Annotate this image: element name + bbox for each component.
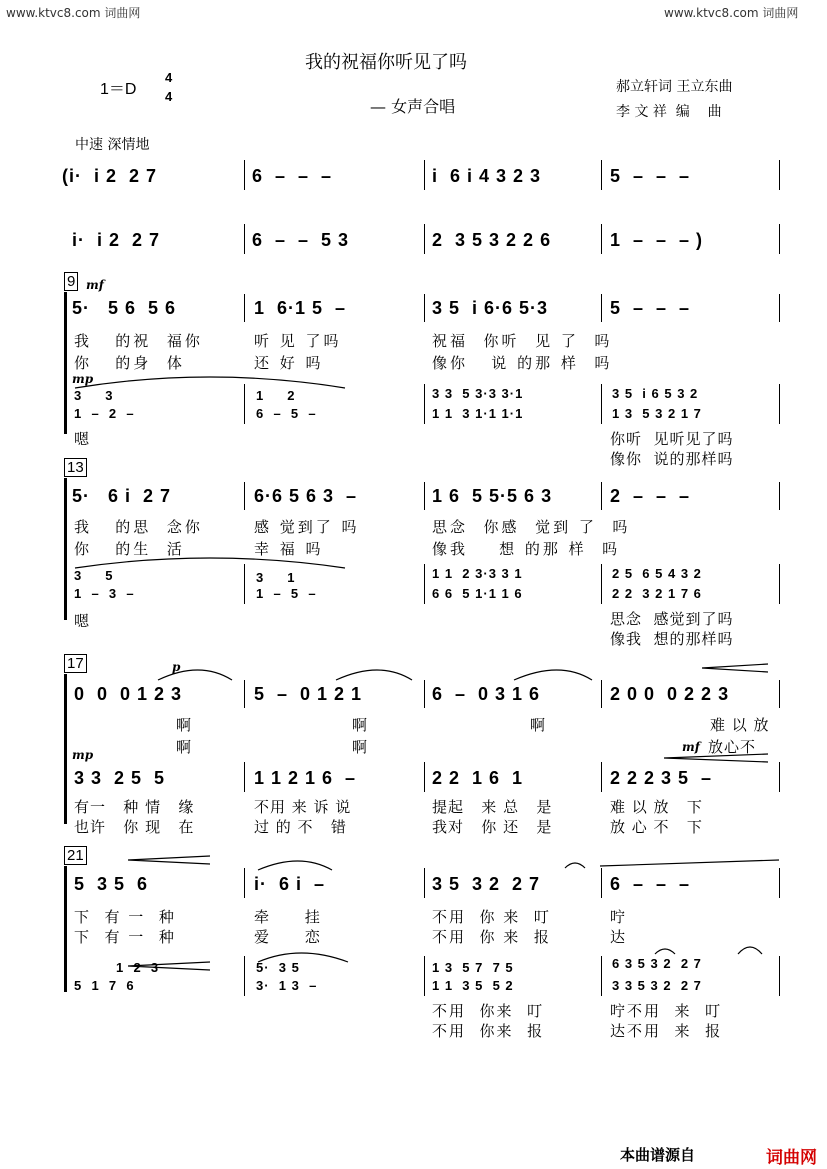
lyric-v1-m3: 思念 你感 觉到 了 吗 [432, 518, 631, 536]
lyric-v1-m1: 我 的祝 福你 [74, 332, 203, 350]
song-title: 我的祝福你听见了吗 [305, 52, 467, 73]
lower-lyric-v2-m1: 也许 你 现 在 [74, 818, 195, 836]
upper-m2: 5 – 0 1 2 1 [254, 684, 363, 704]
tie-mark [738, 947, 762, 954]
slur-mark [75, 377, 345, 388]
harm-lyric-v1-m3: 不用 你来 叮 [432, 1002, 545, 1020]
slur-mark [158, 670, 232, 680]
harm-bottom-m3: 1 1 3 5 5 2 [432, 978, 514, 993]
harm-top-m2: 5· 3 5 [256, 960, 300, 975]
harm-lyric-v1-m4: 咛不用 来 叮 [610, 1002, 723, 1020]
hairpin-mark [664, 754, 768, 762]
upper-lyric-2: 啊 [352, 716, 371, 734]
harm-bottom-m1: 1 – 3 – [74, 586, 135, 601]
hairpin-mark [128, 856, 210, 864]
harm-lyric-v2-m3: 不用 你来 报 [432, 1022, 545, 1040]
lyric-v1-m1: 下 有 一 种 [74, 908, 176, 926]
lyric-v1-m4: 咛 [610, 908, 629, 926]
harm-bottom-m4: 3 3 5 3 2 2 7 [612, 978, 702, 993]
header-url-left[interactable]: www.ktvc8.com 词曲网 [6, 6, 141, 20]
harm-bottom-m1: 5 1 7 6 [74, 978, 135, 993]
melody-m3: 3 5 i 6·6 5·3 [432, 298, 549, 318]
harm-top-m3: 1 1 2 3·3 3 1 [432, 566, 523, 581]
harm-top-m4: 6 3 5 3 2 2 7 [612, 956, 702, 971]
slur-mark [75, 558, 345, 568]
upper-m3: 6 – 0 3 1 6 [432, 684, 541, 704]
harm-top-m2: 3 1 [256, 570, 296, 585]
intro-r1-m3: i 6 i 4 3 2 3 [432, 166, 542, 186]
lyric-v2-m1: 你 的身 体 [74, 354, 185, 372]
key-signature: 1＝D [100, 81, 137, 98]
lyric-v2-m2: 爱 恋 [254, 928, 322, 946]
measure-number: 9 [64, 272, 78, 291]
footer-source-label: 本曲谱源自 [620, 1146, 696, 1164]
lyric-v2-m3: 像我 想 的那 样 吗 [432, 540, 621, 558]
lyric-v2-m3: 像你 说 的那 样 吗 [432, 354, 613, 372]
lyric-v2-m1: 下 有 一 种 [74, 928, 176, 946]
harm-bottom-m4: 1 3 5 3 2 1 7 [612, 406, 702, 421]
harm-bottom-m2: 6 – 5 – [256, 406, 317, 421]
dynamic-mp: mp [72, 372, 94, 386]
slur-mark [258, 861, 332, 870]
lyric-v2-m4: 达 [610, 928, 629, 946]
lower-lyric-v1-m4: 难 以 放 下 [610, 798, 703, 816]
credits-arranger: 李 文 祥 编 曲 [616, 104, 722, 120]
harm-top-m2: 1 2 [256, 388, 296, 403]
slur-mark [336, 670, 412, 680]
harm-lyric-v2-m4: 达不用 来 报 [610, 1022, 723, 1040]
melody-m4: 2 – – – [610, 486, 691, 506]
intro-r2-m3: 2 3 5 3 2 2 6 [432, 230, 552, 250]
melody-m2: i· 6 i – [254, 874, 326, 894]
melody-m4: 6 – – – [610, 874, 691, 894]
dynamic-mf: mf [86, 278, 104, 292]
lower-lyric-v1-m2: 不用 来 诉 说 [254, 798, 352, 816]
intro-r1-m1: (i· i 2 2 7 [62, 166, 158, 186]
lyric-v1-m2: 感 觉到了 吗 [254, 518, 360, 536]
melody-m2: 6·6 5 6 3 – [254, 486, 358, 506]
slur-mark [514, 670, 592, 680]
lower-lyric-v1-m1: 有一 种 情 缘 [74, 798, 195, 816]
hairpin-mark [128, 962, 210, 970]
slur-mark [258, 953, 348, 962]
lyric-v1-m3: 不用 你 来 叮 [432, 908, 551, 926]
upper-m4: 2 0 0 0 2 2 3 [610, 684, 730, 704]
lower-m3: 2 2 1 6 1 [432, 768, 524, 788]
lower-lyric-v2-m3: 我对 你 还 是 [432, 818, 553, 836]
lower-lyric-v2-m2: 过 的 不 错 [254, 818, 347, 836]
intro-r2-m1: i· i 2 2 7 [72, 230, 161, 250]
harm-top-m1: 1 2 3 [116, 960, 160, 975]
harm-bottom-m3: 6 6 5 1·1 1 6 [432, 586, 523, 601]
lower-m2: 1 1 2 1 6 – [254, 768, 357, 788]
harm-top-m1: 3 3 [74, 388, 114, 403]
harm-lyric-b: 像我 想的那样吗 [610, 630, 734, 648]
melody-m1: 5 3 5 6 [74, 874, 149, 894]
lyric-v2-m3: 不用 你 来 报 [432, 928, 551, 946]
upper-m1: 0 0 0 1 2 3 [74, 684, 183, 704]
harm-bottom-m3: 1 1 3 1·1 1·1 [432, 406, 524, 421]
lower-m1: 3 3 2 5 5 [74, 768, 166, 788]
footer-logo[interactable]: 词曲网 [766, 1148, 817, 1168]
lyric-v1-m1: 我 的思 念你 [74, 518, 203, 536]
measure-number: 13 [64, 458, 87, 477]
lyric-v1-m2: 牵 挂 [254, 908, 322, 926]
lyric-v1-m3: 祝福 你听 见 了 吗 [432, 332, 613, 350]
dynamic-p: p [172, 660, 181, 674]
song-subtitle: — 女声合唱 [370, 97, 456, 116]
intro-r2-m4: 1 – – – ) [610, 230, 704, 250]
harm-lyric-b: 像你 说的那样吗 [610, 450, 734, 468]
melody-m3: 1 6 5 5·5 6 3 [432, 486, 553, 506]
harm-bottom-m2: 1 – 5 – [256, 586, 317, 601]
measure-number: 17 [64, 654, 87, 673]
upper-lyric-3: 啊 [530, 716, 549, 734]
time-sig-top: 4 [165, 70, 174, 85]
melody-m2: 1 6·1 5 – [254, 298, 347, 318]
intro-r2-m2: 6 – – 5 3 [252, 230, 350, 250]
tie-mark [655, 949, 675, 954]
harm-bottom-m4: 2 2 3 2 1 7 6 [612, 586, 702, 601]
harm-lyric-a: 思念 感觉到了吗 [610, 610, 734, 628]
melody-m4: 5 – – – [610, 298, 691, 318]
harm-top-m4: 3 5 i 6 5 3 2 [612, 386, 699, 401]
melody-m1: 5· 6 i 2 7 [72, 486, 172, 506]
lyric-v2-m2: 还 好 吗 [254, 354, 324, 372]
upper-lyric-4: 难 以 放 [710, 716, 770, 734]
tempo-marking: 中速 深情地 [75, 137, 150, 153]
melody-m3: 3 5 3 2 2 7 [432, 874, 541, 894]
harm-top-m3: 1 3 5 7 7 5 [432, 960, 514, 975]
harm-bottom-m2: 3· 1 3 – [256, 978, 318, 993]
harm-top-m3: 3 3 5 3·3 3·1 [432, 386, 524, 401]
credits-lyrics-music: 郝立轩词 王立东曲 [616, 79, 733, 95]
tie-mark [565, 863, 585, 868]
lyric-v2-m1: 你 的生 活 [74, 540, 185, 558]
measure-number: 21 [64, 846, 87, 865]
intro-r1-m4: 5 – – – [610, 166, 691, 186]
melody-m1: 5· 5 6 5 6 [72, 298, 177, 318]
lyric-v2-m2: 幸 福 吗 [254, 540, 324, 558]
lyric-v1-m2: 听 见 了吗 [254, 332, 342, 350]
lower-m4: 2 2 2 3 5 – [610, 768, 713, 788]
harm-top-m4: 2 5 6 5 4 3 2 [612, 566, 702, 581]
harm-lyric-a: 你听 见听见了吗 [610, 430, 734, 448]
harm-bottom-m1: 1 – 2 – [74, 406, 135, 421]
harm-top-m1: 3 5 [74, 568, 114, 583]
harm-lyric-hum: 嗯 [74, 612, 93, 630]
phrase-line [600, 860, 779, 866]
upper-lyric-1: 啊 [176, 716, 195, 734]
upper-lyric2-2: 啊 [352, 738, 371, 756]
dynamic-mp: mp [72, 748, 94, 762]
intro-r1-m2: 6 – – – [252, 166, 333, 186]
lower-lyric-v2-m4: 放 心 不 下 [610, 818, 703, 836]
harm-lyric-hum: 嗯 [74, 430, 93, 448]
hairpin-mark [702, 664, 768, 672]
upper-lyric2-1: 啊 [176, 738, 195, 756]
lower-lyric-v1-m3: 提起 来 总 是 [432, 798, 553, 816]
header-url-right[interactable]: www.ktvc8.com 词曲网 [664, 6, 799, 20]
dynamic-mf: mf [682, 740, 700, 754]
time-sig-bottom: 4 [165, 89, 174, 104]
upper-lyric2-3: 放心不 [708, 738, 757, 756]
